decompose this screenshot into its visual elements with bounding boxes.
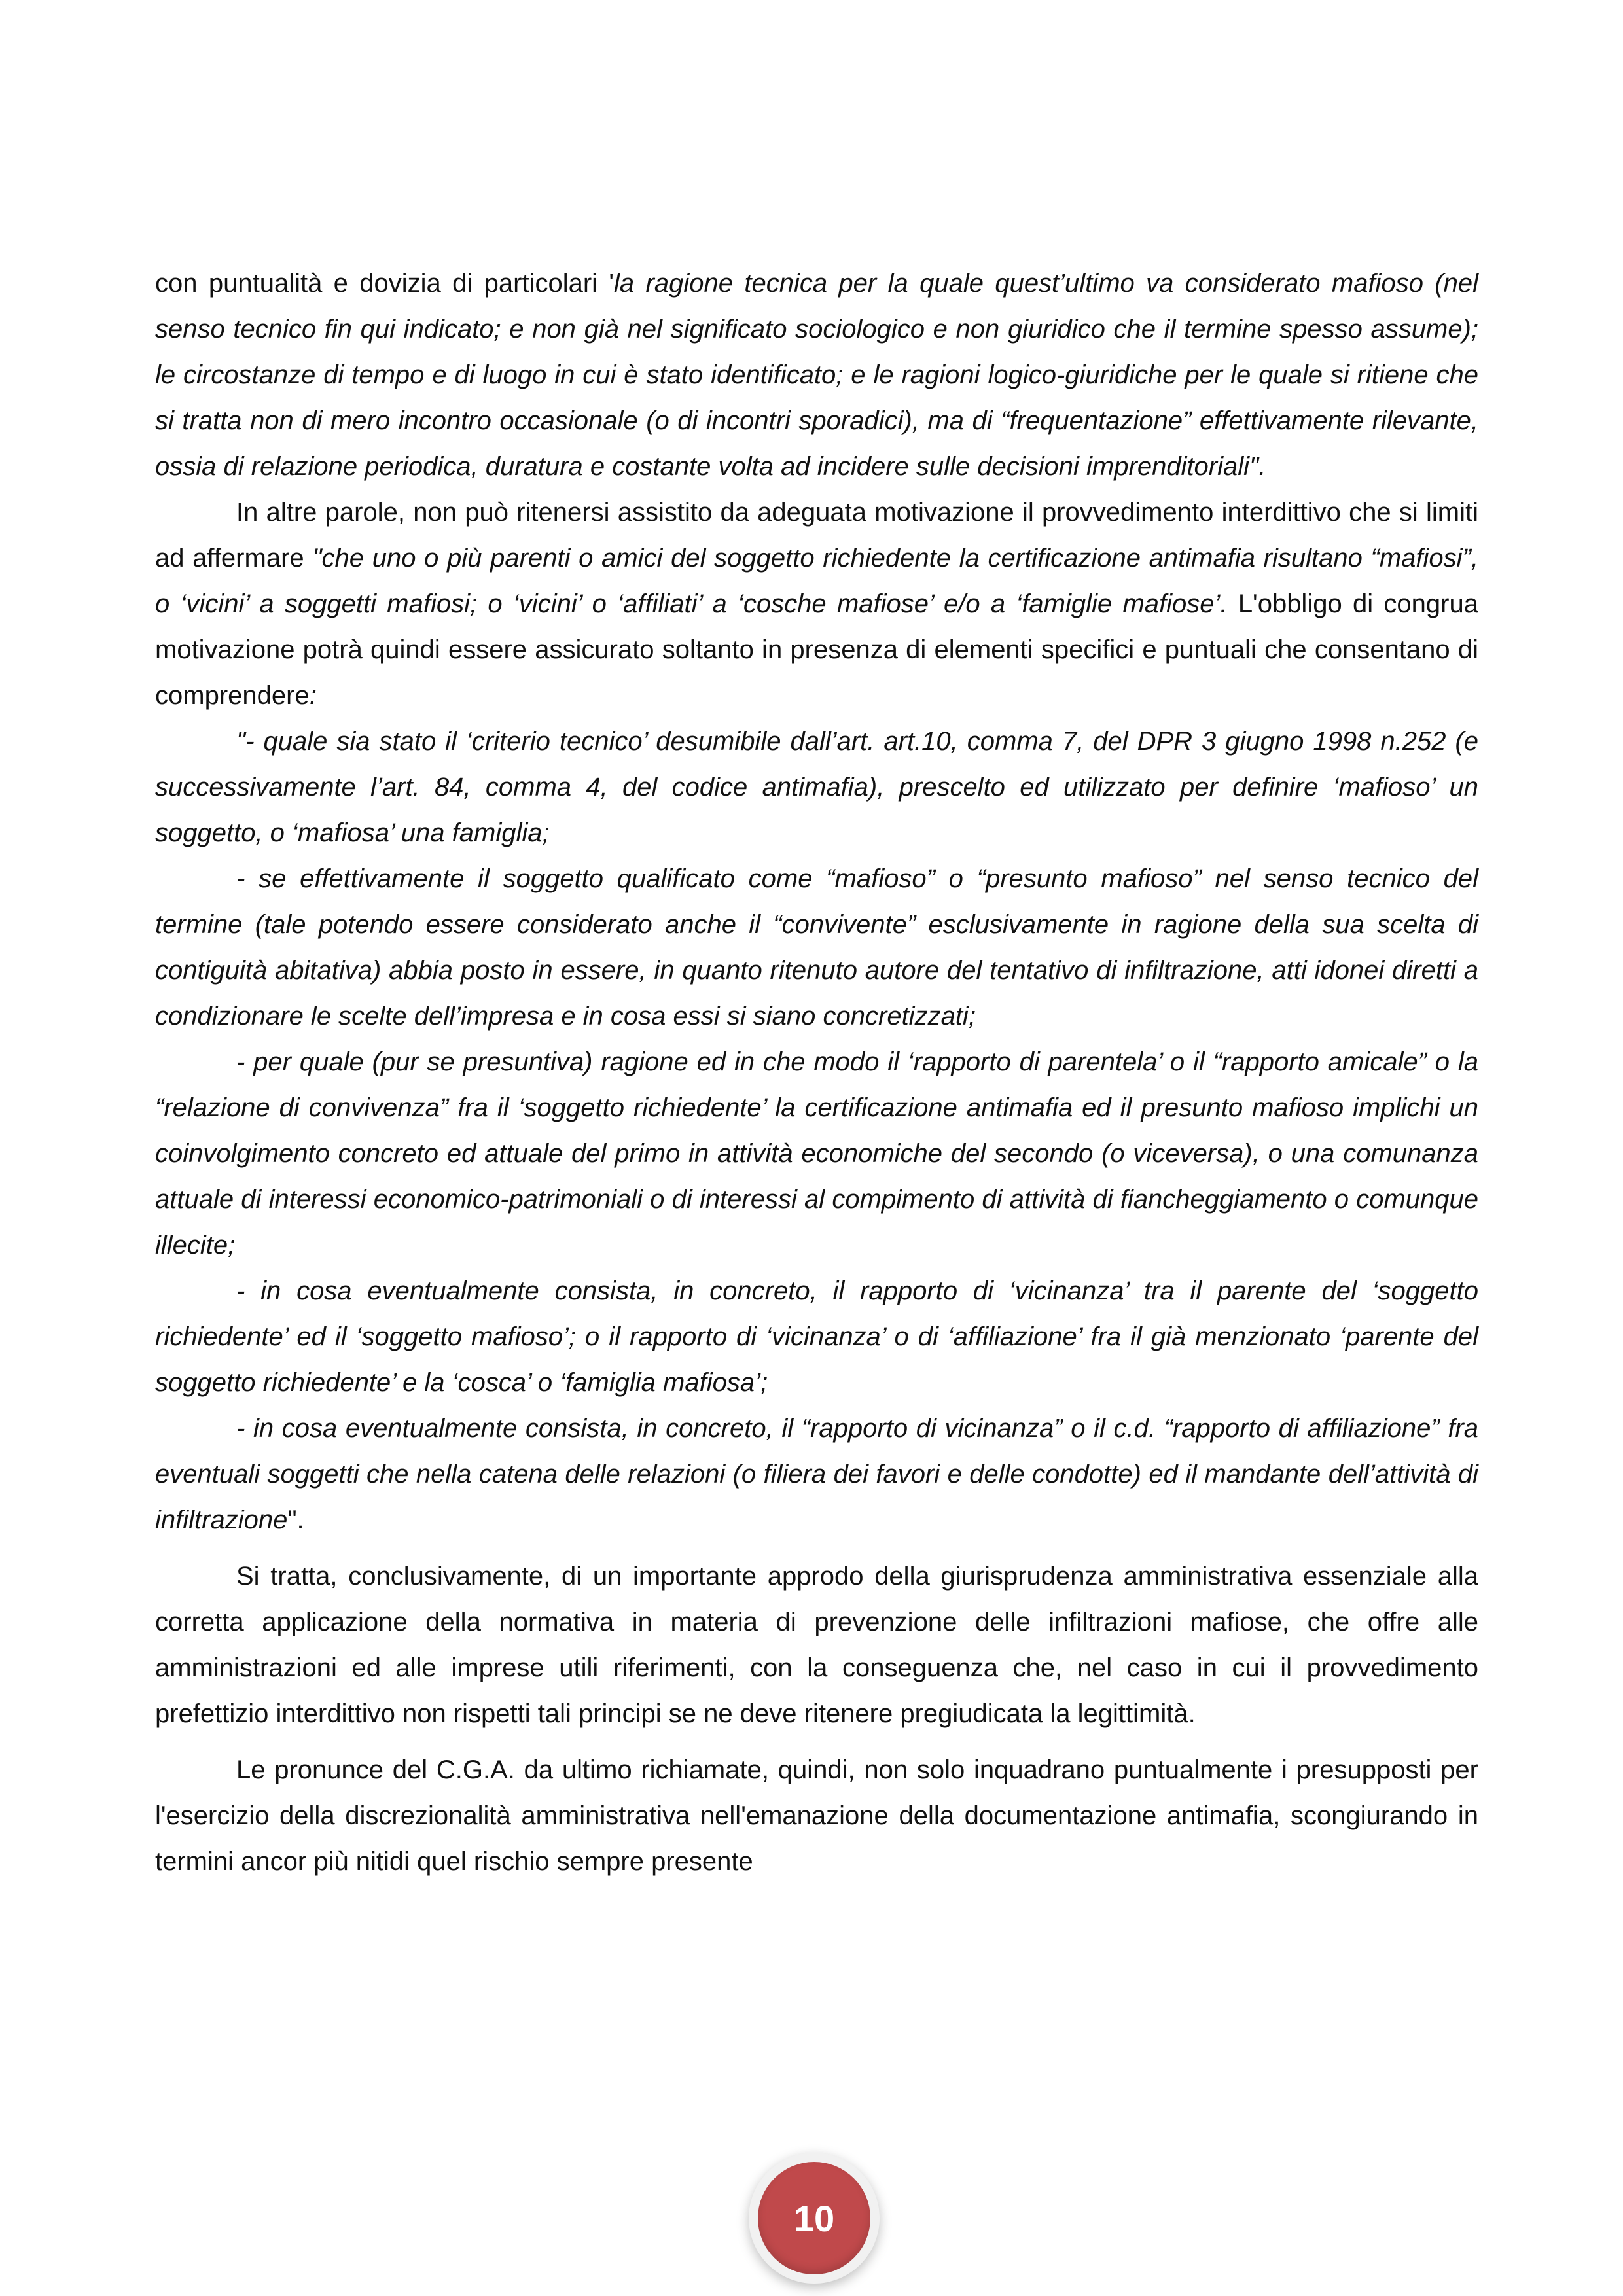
- paragraph-1-lead: con puntualità e dovizia di particolari ': [155, 269, 615, 298]
- paragraph-1: [155, 260, 1478, 489]
- list-item-affiliazione-text: - in cosa eventualmente consista, in concreto, il “rapporto di vicinanza” o il c.d. “rapporto di affiliazione” fra eventuali soggetti che nella catena delle relazioni (o filiera dei favori e delle condotte) ed il mandante dell’attività di infiltrazione: [155, 1414, 1478, 1534]
- paragraph-pronunce: Le pronunce del C.G.A. da ultimo richiamate, quindi, non solo inquadrano puntualmente i presupposti per l'esercizio della discrezionalità amministrativa nell'emanazione della documentazione antimafia, scongiurando in termini ancor più nitidi quel rischio sempre presente: [155, 1756, 1478, 1876]
- paragraph-1-quote: la ragione tecnica per la quale quest’ultimo va considerato mafioso (nel senso tecnico fin qui indicato; e non già nel significato sociologico e non giuridico che il termine spesso assume); le circostanze di tempo e di luogo in cui è stato identificato; e le ragioni logico-giuridiche per le quale si ritiene che si tratta non di mero incontro occasionale (o di incontri sporadici), ma di “frequentazione” effettivamente rilevante, ossia di relazione periodica, duratura e costante volta ad incidere sulle decisioni imprenditoriali".: [155, 269, 1478, 481]
- body-text: [155, 260, 1478, 1884]
- paragraph-2-lead: In altre parole, non può ritenersi assistito da adeguata motivazione il provvedimento interdittivo che si limiti ad affermare: [155, 498, 1478, 573]
- list-item-soggetto: - se effettivamente il soggetto qualificato come “mafioso” o “presunto mafioso” nel senso tecnico del termine (tale potendo essere considerato anche il “convivente” esclusivamente in ragione della sua scelta di contiguità abitativa) abbia posto in essere, in quanto ritenuto autore del tentativo di infiltrazione, atti idonei diretti a condizionare le scelte dell’impresa e in cosa essi si siano concretizzati;: [155, 864, 1478, 1031]
- list-item-vicinanza: - in cosa eventualmente consista, in concreto, il rapporto di ‘vicinanza’ tra il parente del ‘soggetto richiedente’ ed il ‘soggetto mafioso’; o il rapporto di ‘vicinanza’ o di ‘affiliazione’ fra il già menzionato ‘parente del soggetto richiedente’ e la ‘cosca’ o ‘famiglia mafiosa’;: [155, 1277, 1478, 1397]
- list-item-affiliazione-end: ".: [287, 1506, 304, 1534]
- page-number-badge: [749, 2153, 880, 2284]
- page-number-circle: [758, 2162, 870, 2274]
- paragraph-2-colon: :: [309, 681, 317, 710]
- list-item-parentela: - per quale (pur se presuntiva) ragione ed in che modo il ‘rapporto di parentela’ o il “rapporto amicale” o la “relazione di convivenza” fra il ‘soggetto richiedente’ la certificazione antimafia ed il presunto mafioso implichi un coinvolgimento concreto ed attuale del primo in attività economiche del secondo (o viceversa), o una comunanza attuale di interessi economico-patrimoniali o di interessi al compimento di attività di fiancheggiamento o comunque illecite;: [155, 1048, 1478, 1260]
- paragraph-2-quote: "che uno o più parenti o amici del soggetto richiedente la certificazione antimafia risultano “mafiosi”, o ‘vicini’ a soggetti mafiosi; o ‘vicini’ o ‘affiliati’ a ‘cosche mafiose’ e/o a ‘famiglie mafiose’.: [155, 544, 1478, 618]
- list-item-affiliazione: [155, 1405, 1478, 1543]
- paragraph-2: [155, 489, 1478, 718]
- page-number: 10: [793, 2197, 835, 2239]
- paragraph-conclusion: Si tratta, conclusivamente, di un importante approdo della giurisprudenza amministrativa essenziale alla corretta applicazione della normativa in materia di prevenzione delle infiltrazioni mafiose, che offre alle amministrazioni ed alle imprese utili riferimenti, con la conseguenza che, nel caso in cui il provvedimento prefettizio interdittivo non rispetti tali principi se ne deve ritenere pregiudicata la legittimità.: [155, 1562, 1478, 1728]
- paragraph-2-tail: L'obbligo di congrua motivazione potrà quindi essere assicurato soltanto in presenza di elementi specifici e puntuali che consentano di comprendere: [155, 590, 1478, 710]
- list-item-criterio: "- quale sia stato il ‘criterio tecnico’ desumibile dall’art. art.10, comma 7, del DPR 3 giugno 1998 n.252 (e successivamente l’art. 84, comma 4, del codice antimafia), prescelto ed utilizzato per definire ‘mafioso’ un soggetto, o ‘mafiosa’ una famiglia;: [155, 727, 1478, 847]
